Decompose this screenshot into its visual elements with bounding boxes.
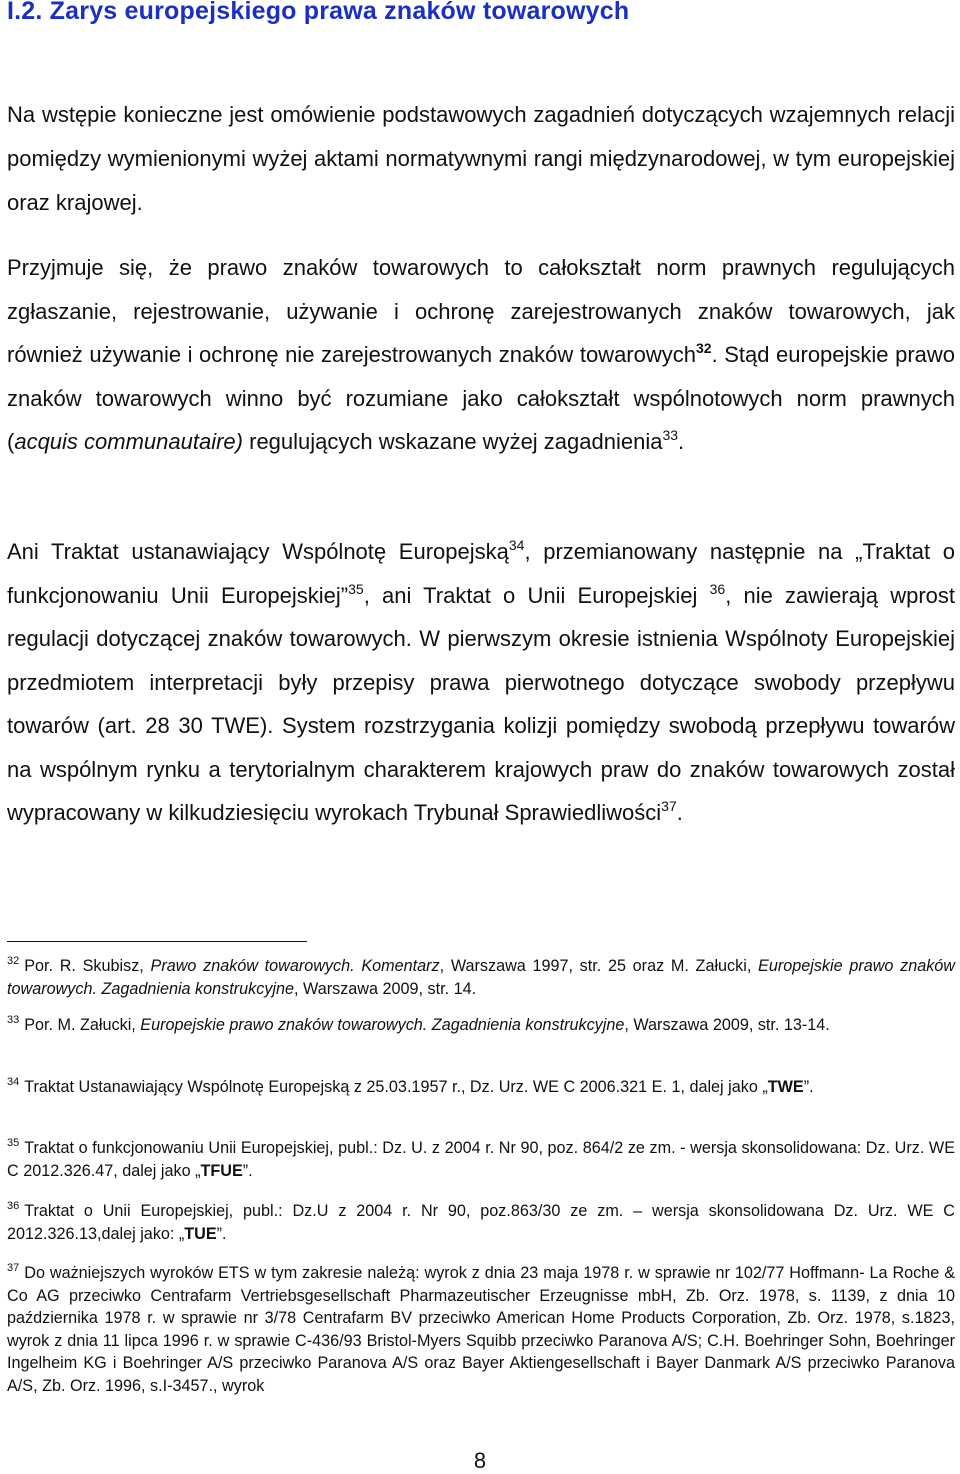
paragraph-text: . — [678, 429, 685, 454]
footnote-number: 35 — [7, 1137, 20, 1149]
footnote-title: Prawo znaków towarowych. Komentarz — [150, 957, 440, 975]
paragraph-text: . Stąd europejskie prawo znaków towarowych winno być rozumiane jako całokształt wspólnotowych norm prawnych ( — [7, 342, 956, 454]
footnote-ref-36[interactable]: 36 — [709, 580, 726, 597]
paragraph-text: regulujących wskazane wyżej zagadnienia — [243, 429, 663, 454]
footnote-separator — [7, 941, 307, 942]
paragraph-text: Ani Traktat ustanawiający Wspólnotę Europejską — [7, 539, 509, 564]
footnote-text: Do ważniejszych wyroków ETS w tym zakresie należą: wyrok z dnia 23 maja 1978 r. w sprawie nr 102/77 Hoffmann- La Roche & Co AG przeciwko Centrafarm Vertriebsgesellschaft Pharmazeutischer Erzeugnisse mbH, Zb. Orz. 1978, s. 1139, z dnia 10 października 1978 r. w sprawie nr 3/78 Centrafarm BV przeciwko American Home Products Corporation, Zb. Orz. 1978, s.1823, wyrok z dnia 11 lipca 1996 r. w sprawie C-436/93 Bristol-Myers Squibb przeciwko Paranova A/S; C.H. Boehringer Sohn, Boehringer Ingelheim KG i Boehringer A/S przeciwko Paranova A/S oraz Bayer Aktiengesellschaft i Bayer Danmark A/S przeciwko Paranova A/S, Zb. Orz. 1996, s.I-3457., wyrok — [7, 1264, 955, 1395]
footnote-ref-37[interactable]: 37 — [661, 798, 677, 814]
footnote-ref-35[interactable]: 35 — [348, 580, 364, 597]
footnote-32 — [7, 955, 955, 1000]
page-number: 8 — [473, 1448, 487, 1473]
footnote-number: 37 — [7, 1262, 20, 1274]
footnote-number: 34 — [7, 1076, 20, 1088]
paragraph-treaties — [7, 530, 955, 835]
footnote-37 — [7, 1262, 955, 1397]
footnote-number: 32 — [7, 955, 20, 967]
footnote-text: Traktat o funkcjonowaniu Unii Europejskiej, publ.: Dz. U. z 2004 r. Nr 90, poz. 864/2 ze zm. - wersja skonsolidowana: Dz. Urz. WE C 2012.326.47, dalej jako „ — [7, 1139, 955, 1180]
footnote-title: Europejskie prawo znaków towarowych. Zagadnienia konstrukcyjne — [140, 1016, 625, 1034]
footnote-34 — [7, 1076, 955, 1099]
footnote-number: 33 — [7, 1014, 20, 1026]
footnote-ref-34[interactable]: 34 — [508, 537, 525, 553]
footnote-text: ”. — [242, 1161, 253, 1180]
footnote-abbreviation: TWE — [767, 1078, 804, 1096]
footnote-ref-32[interactable]: 32 — [696, 340, 712, 356]
footnote-text: , Warszawa 2009, str. 13-14. — [624, 1016, 830, 1034]
footnote-text: Traktat Ustanawiający Wspólnotę Europejską z 25.03.1957 r., Dz. Urz. WE C 2006.321 E. 1, dalej jako „ — [24, 1078, 768, 1096]
footnote-abbreviation: TFUE — [200, 1161, 243, 1180]
paragraph-text: . — [676, 800, 683, 825]
footnote-text: Por. R. Skubisz, — [24, 957, 151, 975]
paragraph-intro-text: Na wstępie konieczne jest omówienie podstawowych zagadnień dotyczących wzajemnych relacji pomiędzy wymienionymi wyżej aktami normatywnymi rangi międzynarodowej, w tym europejskiej oraz krajowej. — [7, 102, 955, 215]
italic-term: acquis communautaire) — [14, 429, 243, 454]
footnote-ref-33[interactable]: 33 — [662, 427, 679, 443]
footnote-text: Por. M. Załucki, — [24, 1016, 141, 1034]
footnote-text: ”. — [216, 1224, 227, 1243]
paragraph-text: , ani Traktat o Unii Europejskiej — [363, 582, 710, 608]
footnote-title: Europejskie prawo znaków towarowych. Zagadnienia konstrukcyjne — [7, 957, 955, 998]
paragraph-text: Przyjmuje się, że prawo znaków towarowych to całokształt norm prawnych regulujących zgłaszanie, rejestrowanie, używanie i ochronę zarejestrowanych znaków towarowych, jak również używanie i ochronę nie zarejestrowanych znaków towarowych — [7, 255, 955, 367]
paragraph-intro — [7, 93, 955, 225]
footnote-text: , Warszawa 1997, str. 25 oraz M. Załucki, — [439, 957, 759, 975]
footnote-text: , Warszawa 2009, str. 14. — [294, 979, 477, 998]
footnote-text: ”. — [803, 1078, 814, 1096]
footnote-35 — [7, 1137, 955, 1182]
section-heading: I.2. Zarys europejskiego prawa znaków towarowych — [7, 0, 630, 25]
footnote-36 — [7, 1200, 955, 1245]
footnote-33 — [7, 1014, 955, 1037]
footnote-abbreviation: TUE — [184, 1224, 217, 1243]
footnote-number: 36 — [7, 1200, 20, 1212]
paragraph-definition — [7, 246, 955, 464]
paragraph-text: , nie zawierają wprost regulacji dotyczącej znaków towarowych. W pierwszym okresie istnienia Wspólnoty Europejskiej przedmiotem interpretacji były przepisy prawa pierwotnego dotyczące swobody przepływu towarów (art. 28 30 TWE). System rozstrzygania kolizji pomiędzy swobodą przepływu towarów na wspólnym rynku a terytorialnym charakterem krajowych praw do znaków towarowych został wypracowany w kilkudziesięciu wyrokach Trybunał Sprawiedliwości — [7, 582, 955, 825]
footnote-text: Traktat o Unii Europejskiej, publ.: Dz.U z 2004 r. Nr 90, poz.863/30 ze zm. – wersja skonsolidowana Dz. Urz. WE C 2012.326.13,dalej jako: „ — [7, 1202, 955, 1243]
paragraph-text: , przemianowany następnie na „Traktat o funkcjonowaniu Unii Europejskiej” — [7, 539, 955, 608]
